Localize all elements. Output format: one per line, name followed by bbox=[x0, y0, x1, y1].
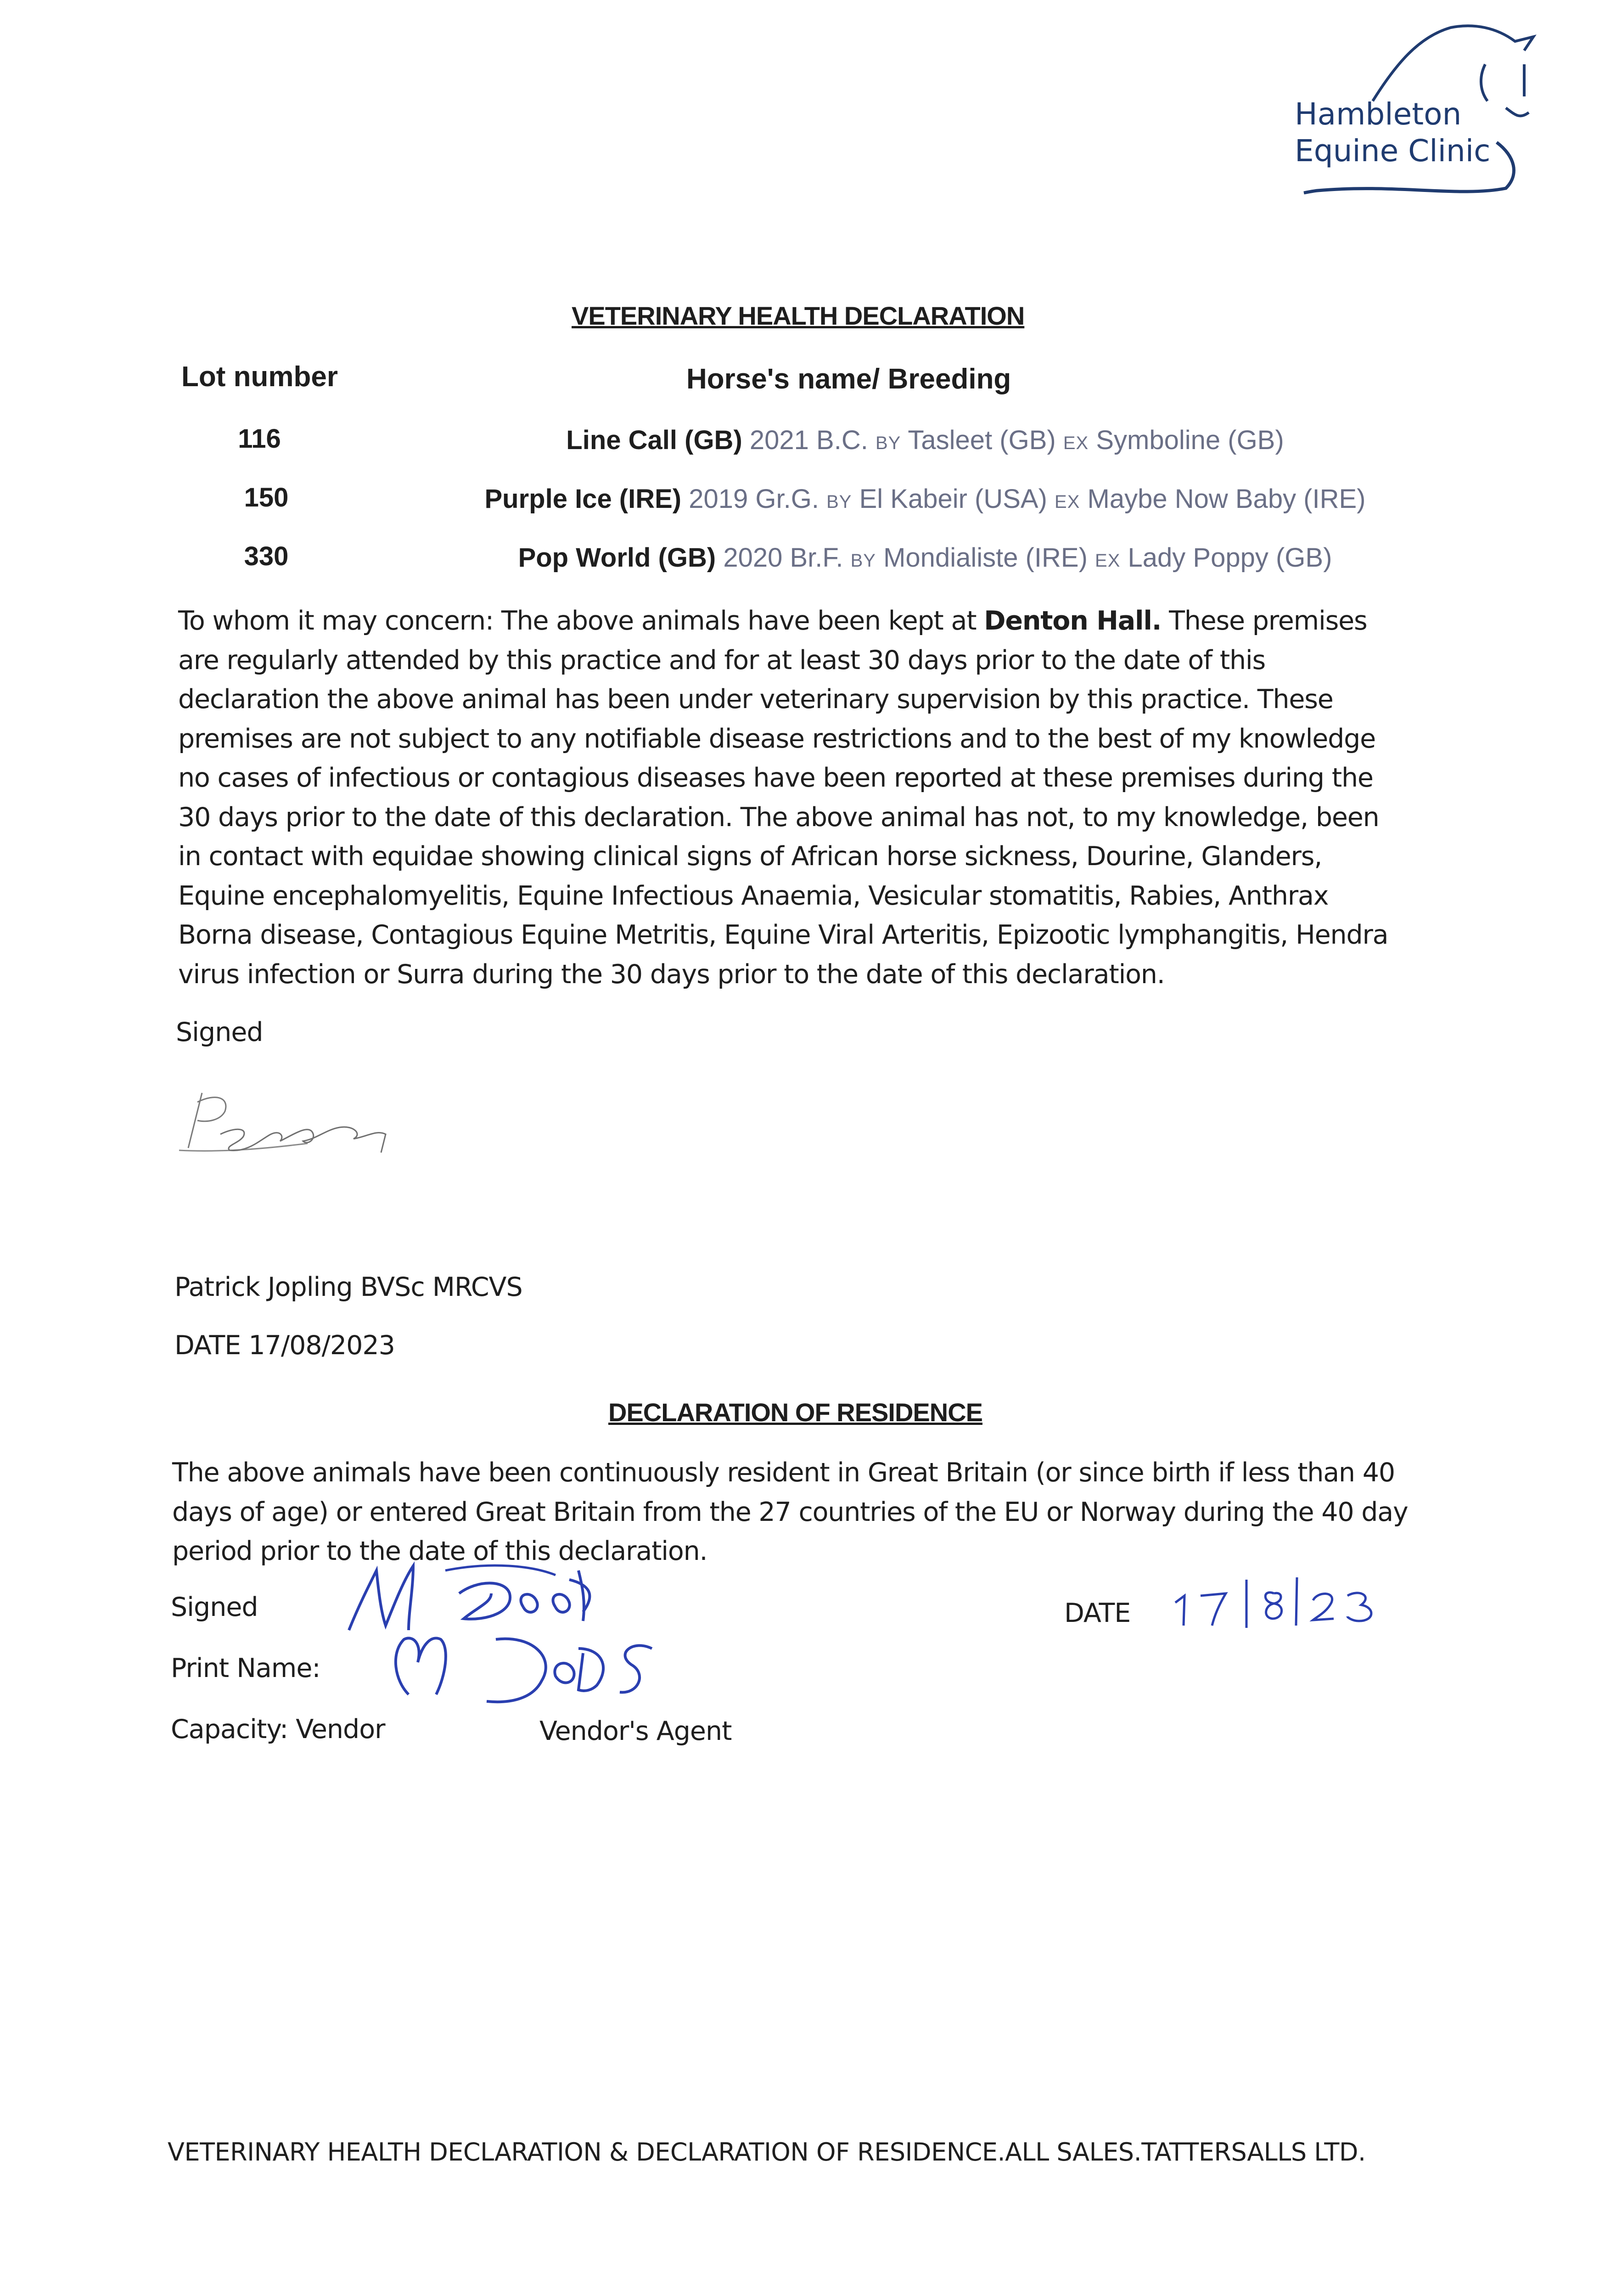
page-footer: VETERINARY HEALTH DECLARATION & DECLARATION OF RESIDENCE.ALL SALES.TATTERSALLS LTD. bbox=[168, 2138, 1366, 2167]
print-name-label: Print Name: bbox=[171, 1653, 320, 1683]
lot-row-horse bbox=[351, 425, 1499, 456]
lot-row-horse bbox=[351, 542, 1499, 573]
lot-number: 116 bbox=[238, 424, 281, 454]
horse-name-column-header: Horse's name/ Breeding bbox=[686, 363, 1011, 395]
vet-name: Patrick Jopling BVSc MRCVS bbox=[174, 1272, 522, 1302]
by-label: BY bbox=[850, 551, 876, 571]
lot-number: 330 bbox=[244, 541, 289, 571]
capacity-vendor-label: Capacity: Vendor bbox=[171, 1714, 385, 1745]
vet-signed-label: Signed bbox=[176, 1017, 263, 1047]
vet-date: DATE 17/08/2023 bbox=[174, 1330, 395, 1361]
paragraph-text-1: To whom it may concern: The above animals have been kept at bbox=[178, 606, 984, 636]
residence-signed-label: Signed bbox=[171, 1592, 258, 1622]
paragraph-text-2: These premises are regularly attended by this practice and for at least 30 days prior to the date of this declaration the above animal has been under veterinary supervision by this practice. These premises are not subject to any notifiable disease restrictions and to the best of my knowledge no cases of infectious or contagious diseases have been reported at these premises during the 30 days prior to the date of this declaration. The above animal has not, to my knowledge, been in contact with equidae showing clinical signs of African horse sickness, Dourine, Glanders, Equine encephalomyelitis, Equine Infectious Anaemia, Vesicular stomatitis, Rabies, Anthrax Borna disease, Contagious Equine Metritis, Equine Viral Arteritis, Epizootic lymphangitis, Hendra virus infection or Surra during the 30 days prior to the date of this declaration. bbox=[178, 606, 1388, 990]
horse-year-sex: 2019 Gr.G. bbox=[689, 484, 819, 514]
vet-signature bbox=[170, 1084, 445, 1176]
horse-dam: Lady Poppy (GB) bbox=[1128, 543, 1332, 573]
horse-year-sex: 2021 B.C. bbox=[749, 425, 868, 455]
horse-sire: Tasleet (GB) bbox=[908, 425, 1056, 455]
logo-line-2: Equine Clinic bbox=[1295, 133, 1491, 169]
by-label: BY bbox=[875, 433, 901, 453]
lot-number-column-header: Lot number bbox=[181, 361, 338, 393]
horse-dam: Maybe Now Baby (IRE) bbox=[1087, 484, 1366, 514]
ex-label: EX bbox=[1095, 551, 1121, 571]
ex-label: EX bbox=[1063, 433, 1089, 453]
by-label: BY bbox=[826, 492, 852, 512]
horse-sire: El Kabeir (USA) bbox=[859, 484, 1047, 514]
lot-number: 150 bbox=[244, 483, 289, 512]
premises-name: Denton Hall. bbox=[984, 606, 1162, 636]
horse-year-sex: 2020 Br.F. bbox=[723, 543, 843, 573]
clinic-logo bbox=[1258, 9, 1543, 202]
residence-paragraph: The above animals have been continuously resident in Great Britain (or since birth if less than 40 days of age) or entered Great Britain from the 27 countries of the EU or Norway during the 40 day period prior to the date of this declaration. bbox=[172, 1458, 1408, 1566]
logo-line-1: Hambleton bbox=[1295, 96, 1462, 132]
horse-name: Pop World (GB) bbox=[518, 543, 716, 573]
vendors-agent-label: Vendor's Agent bbox=[539, 1716, 732, 1746]
horse-name: Line Call (GB) bbox=[566, 425, 742, 455]
ex-label: EX bbox=[1055, 492, 1080, 512]
residence-declaration-heading: DECLARATION OF RESIDENCE bbox=[608, 1398, 982, 1427]
handwritten-date bbox=[1166, 1570, 1382, 1635]
horse-name: Purple Ice (IRE) bbox=[484, 484, 682, 514]
vendor-printed-name-handwritten bbox=[381, 1626, 666, 1713]
horse-sire: Mondialiste (IRE) bbox=[883, 543, 1088, 573]
residence-date-label: DATE bbox=[1064, 1598, 1131, 1628]
lot-row-horse bbox=[351, 484, 1499, 514]
health-declaration-paragraph bbox=[178, 602, 1409, 994]
horse-dam: Symboline (GB) bbox=[1096, 425, 1284, 455]
health-declaration-heading: VETERINARY HEALTH DECLARATION bbox=[572, 301, 1025, 330]
